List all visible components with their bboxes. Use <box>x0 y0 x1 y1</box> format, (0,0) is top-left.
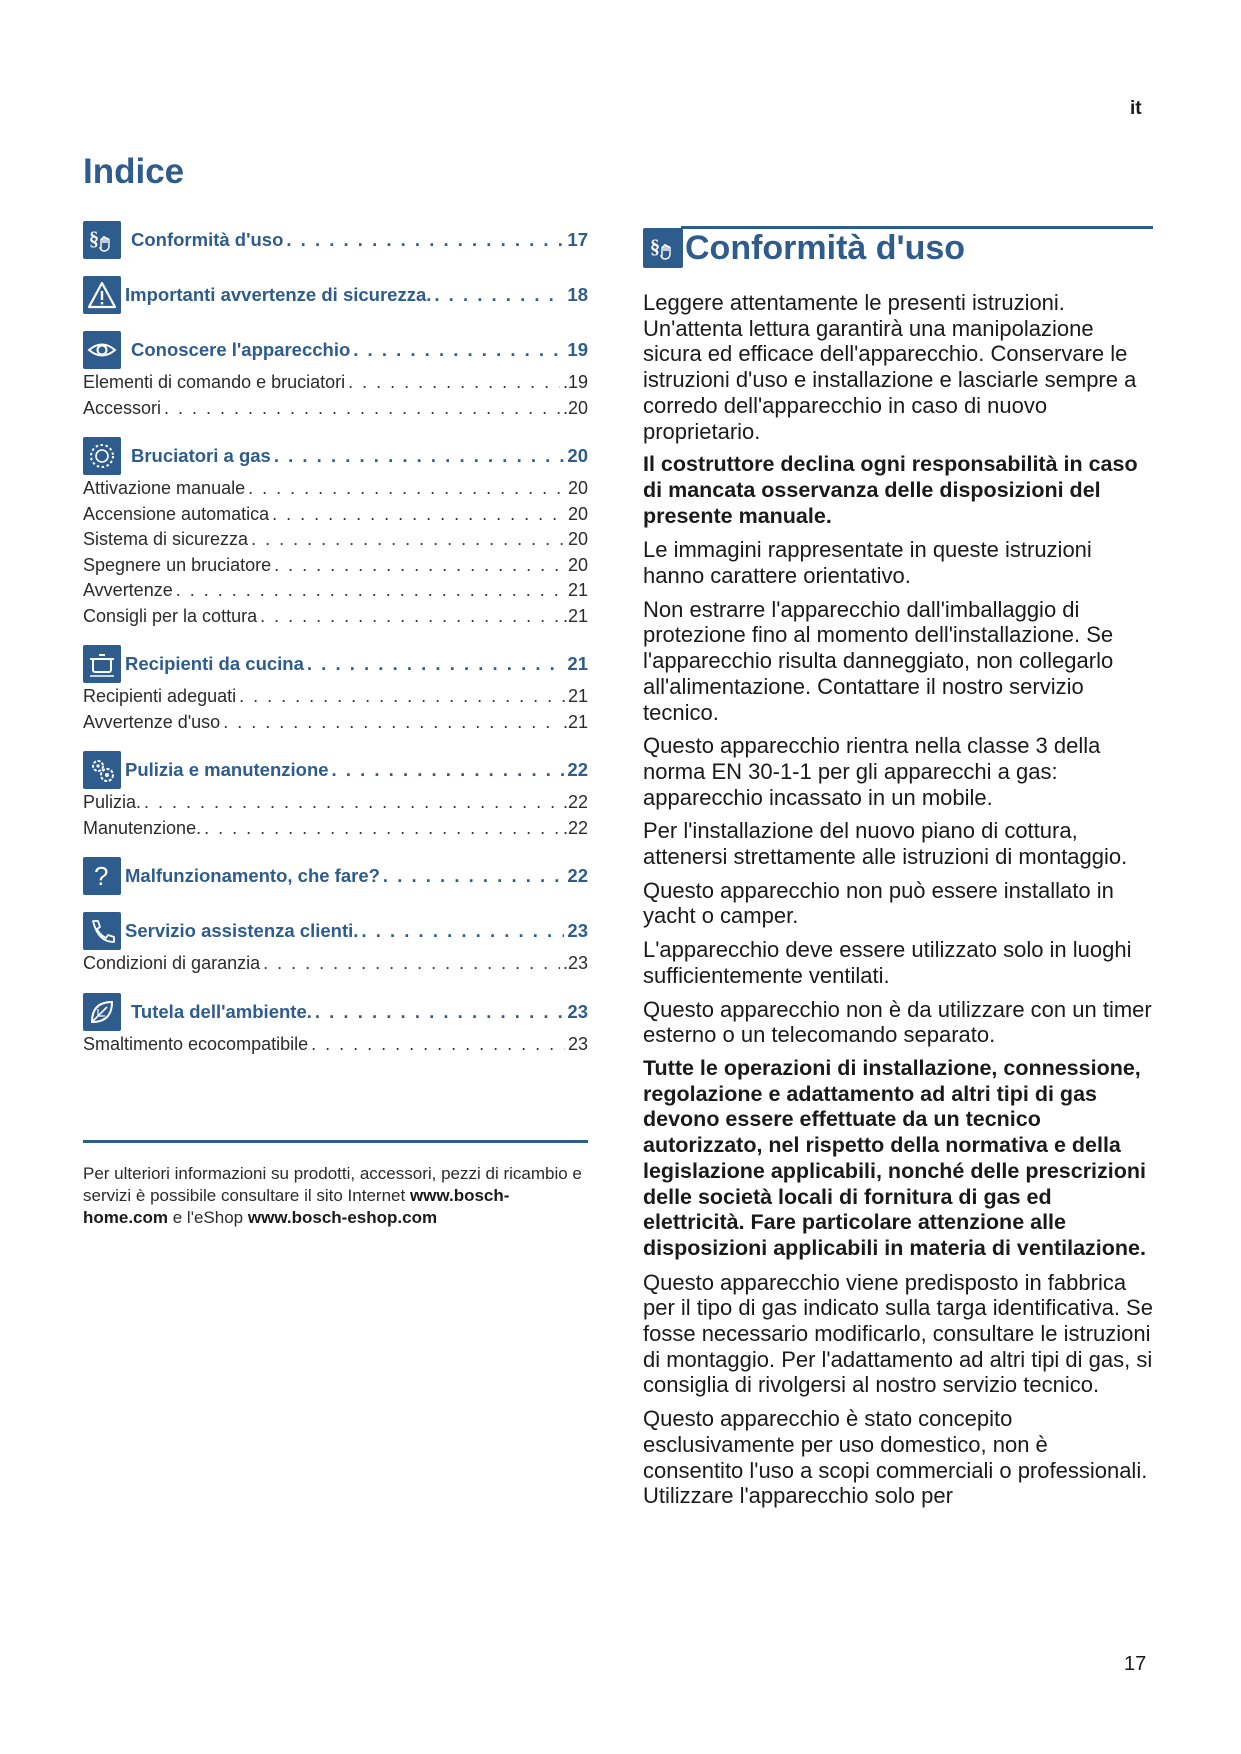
toc-subentry-page: 20 <box>567 503 588 524</box>
toc-subentry-page: .22 <box>562 817 588 838</box>
toc-entry[interactable] <box>83 275 588 315</box>
toc-section <box>83 330 588 421</box>
svg-text:§: § <box>89 228 99 250</box>
toc-subentry-title: Recipienti adeguati <box>83 686 237 706</box>
toc-subentry-title: Smaltimento ecocompatibile <box>83 1033 309 1054</box>
section-body <box>643 290 1153 1509</box>
body-paragraph: Le immagini rappresentate in queste istruzioni hanno carattere orientativo. <box>643 537 1092 589</box>
toc-entry-title: Servizio assistenza clienti. <box>125 920 359 941</box>
toc-entry-title: Malfunzionamento, che fare? <box>125 865 380 886</box>
toc-section <box>83 275 588 315</box>
toc-leader-dots <box>263 951 560 977</box>
toc-entry-page: 23 <box>567 920 588 941</box>
toc-subentry-title: Condizioni di garanzia <box>83 953 261 973</box>
toc-entry-title: Conoscere l'apparecchio <box>131 339 351 360</box>
toc-subentry[interactable] <box>83 1032 588 1058</box>
toc-leader-dots <box>260 604 560 630</box>
svg-text:?: ? <box>94 861 109 891</box>
toc-subentry-page: .22 <box>562 792 588 812</box>
toc-entry[interactable] <box>83 911 588 951</box>
paragraph-hand-icon <box>643 228 683 268</box>
warning-triangle-icon <box>83 276 121 314</box>
toc-subentry-title: Attivazione manuale <box>83 478 246 498</box>
toc-subentry-page: .19 <box>562 372 588 392</box>
question-mark-icon <box>83 857 121 895</box>
toc-subentry-title: Avvertenze d'uso <box>83 711 221 732</box>
info-note <box>83 1163 588 1229</box>
toc-subentry-page: 21 <box>567 580 588 600</box>
toc-entry-page: 23 <box>567 1000 588 1022</box>
toc-subentry[interactable] <box>83 604 588 630</box>
toc-subentry-page: .23 <box>562 953 588 973</box>
toc-leader-dots <box>286 229 564 251</box>
toc-entry-page: 19 <box>567 339 588 360</box>
info-text-2: e l'eShop <box>168 1208 248 1227</box>
toc-entry-title: Conformità d'uso <box>131 229 284 250</box>
toc-subentry[interactable] <box>83 816 588 842</box>
page-title: Indice <box>83 152 185 191</box>
section-title: Conformità d'uso <box>685 228 966 267</box>
toc-leader-dots <box>332 759 565 781</box>
cookware-pot-icon <box>83 645 121 683</box>
toc-section <box>83 856 588 896</box>
body-paragraph: Questo apparecchio non può essere installato in yacht o camper. <box>643 877 1114 929</box>
toc-leader-dots <box>315 1001 565 1023</box>
svg-text:§: § <box>650 236 660 258</box>
toc-leader-dots <box>307 653 565 675</box>
toc-leader-dots <box>311 1032 565 1058</box>
toc-leader-dots <box>223 710 560 736</box>
toc-leader-dots <box>272 502 565 528</box>
body-paragraph: Questo apparecchio viene predisposto in fabbrica per il tipo di gas indicato sulla targa identificativa. Se fosse necessario modificarlo, consultare le istruzioni di montaggio. Per l'adattamento ad altri tipi di gas, si consiglia di rivolgersi al nostro servizio tecnico. <box>643 1269 1153 1398</box>
section-conformita <box>643 226 1153 1517</box>
toc-leader-dots <box>361 920 564 942</box>
toc-subentry[interactable] <box>83 502 588 528</box>
leaf-environment-icon <box>83 993 121 1031</box>
toc-entry-page: 22 <box>567 759 588 780</box>
toc-entry[interactable] <box>83 330 588 370</box>
toc-entry-title: Bruciatori a gas <box>131 445 271 466</box>
body-paragraph: Leggere attentamente le presenti istruzioni. Un'attenta lettura garantirà una manipolazione sicura ed efficace dell'apparecchio. Conservare le istruzioni d'uso e installazione e lasciarle sempre a corredo dell'apparecchio in caso di nuovo proprietario. <box>643 290 1137 444</box>
toc-entry-title: Recipienti da cucina <box>125 653 304 674</box>
toc-subentry-title: Sistema di sicurezza <box>83 529 249 549</box>
toc-subentry-page: 23 <box>567 1033 588 1054</box>
toc-subentry[interactable] <box>83 396 588 422</box>
eye-icon <box>83 331 121 369</box>
toc-entry-title: Pulizia e manutenzione <box>125 759 329 780</box>
gas-burner-icon <box>83 437 121 475</box>
toc-entry-page: 21 <box>567 653 588 674</box>
toc-subentry[interactable] <box>83 370 588 396</box>
toc-leader-dots <box>164 396 560 422</box>
toc-leader-dots <box>204 816 560 842</box>
body-paragraph: L'apparecchio deve essere utilizzato solo in luoghi sufficientemente ventilati. <box>643 937 1132 988</box>
toc-subentry[interactable] <box>83 527 588 553</box>
toc-subentry-page: .21 <box>562 711 588 732</box>
toc-subentry-title: Pulizia. <box>83 792 142 812</box>
toc-entry-title: Tutela dell'ambiente. <box>131 1000 312 1022</box>
body-paragraph: Questo apparecchio non è da utilizzare con un timer esterno o un telecomando separato. <box>643 996 1152 1048</box>
toc-subentry[interactable] <box>83 578 588 604</box>
toc-leader-dots <box>348 370 560 396</box>
toc-subentry[interactable] <box>83 684 588 710</box>
toc-subentry-page: 20 <box>567 554 588 575</box>
cleaning-gears-icon <box>83 751 121 789</box>
toc-subentry-title: Manutenzione. <box>83 817 202 838</box>
toc-subentry-title: Spegnere un bruciatore <box>83 554 272 575</box>
toc-subentry[interactable] <box>83 951 588 977</box>
toc-subentry-page: 20 <box>567 478 588 498</box>
language-code: it <box>1130 98 1142 119</box>
toc-entry-page: 20 <box>567 445 588 466</box>
toc-entry[interactable] <box>83 750 588 790</box>
toc-entry[interactable] <box>83 220 588 260</box>
phone-service-icon <box>83 912 121 950</box>
toc-entry-title: Importanti avvertenze di sicurezza. <box>125 284 432 305</box>
toc-subentry-page: 21 <box>567 686 588 706</box>
info-text-1: Per ulteriori informazioni su prodotti, accessori, pezzi di ricambio e servizi è possibile consultare il sito Internet <box>83 1164 582 1205</box>
toc-entry[interactable] <box>83 856 588 896</box>
toc-subentry-page: .20 <box>562 397 588 418</box>
body-paragraph: Per l'installazione del nuovo piano di cottura, attenersi strettamente alle istruzioni di montaggio. <box>643 818 1128 870</box>
warning-paragraph: Il costruttore declina ogni responsabilità in caso di mancata osservanza delle disposizioni del presente manuale. <box>643 452 1138 528</box>
toc-subentry[interactable] <box>83 553 588 579</box>
toc-section <box>83 750 588 841</box>
toc-entry-page: 17 <box>567 229 588 250</box>
toc-entry-page: 22 <box>567 865 588 886</box>
table-of-contents <box>83 220 588 1072</box>
toc-leader-dots <box>239 684 565 710</box>
toc-leader-dots <box>274 553 565 579</box>
toc-leader-dots <box>353 339 564 361</box>
toc-subentry-title: Elementi di comando e bruciatori <box>83 372 346 392</box>
info-divider <box>83 1140 588 1143</box>
toc-leader-dots <box>251 527 565 553</box>
body-paragraph: Questo apparecchio è stato concepito esclusivamente per uso domestico, non è consentito l'uso a scopi commerciali o professionali. Utilizzare l'apparecchio solo per <box>643 1406 1148 1509</box>
toc-section <box>83 220 588 260</box>
toc-subentry-page: 20 <box>567 529 588 549</box>
toc-entry[interactable] <box>83 992 588 1032</box>
warning-paragraph: Tutte le operazioni di installazione, connessione, regolazione e adattamento ad altri tipi di gas devono essere effettuate da un tecnico autorizzato, nel rispetto della normativa e della legislazione applicabili, nonché delle prescrizioni delle società locali di fornitura di gas ed elettricità. Fare particolare attenzione alle disposizioni applicabili in materia di ventilazione. <box>643 1055 1146 1260</box>
toc-leader-dots <box>274 445 565 467</box>
toc-leader-dots <box>248 476 565 502</box>
toc-entry[interactable] <box>83 436 588 476</box>
toc-leader-dots <box>383 865 565 887</box>
page-number: 17 <box>1124 1653 1147 1675</box>
paragraph-hand-icon <box>83 221 121 259</box>
section-header <box>643 228 1153 268</box>
toc-leader-dots <box>176 578 565 604</box>
toc-leader-dots <box>144 790 560 816</box>
body-paragraph: Non estrarre l'apparecchio dall'imballaggio di protezione fino al momento dell'installazione. Se l'apparecchio risulta danneggiato, non collegarlo all'alimentazione. Contattare il nostro servizio tecnico. <box>643 596 1114 725</box>
toc-section <box>83 644 588 735</box>
toc-subentry-page: .21 <box>562 605 588 626</box>
toc-subentry[interactable] <box>83 790 588 816</box>
toc-entry-page: 18 <box>567 284 588 305</box>
toc-entry[interactable] <box>83 644 588 684</box>
section-rule <box>681 226 1153 229</box>
body-paragraph: Questo apparecchio rientra nella classe 3 della norma EN 30-1-1 per gli apparecchi a gas: apparecchio incassato in un mobile. <box>643 733 1101 810</box>
toc-section <box>83 992 588 1058</box>
toc-subentry[interactable] <box>83 710 588 736</box>
toc-section <box>83 436 588 629</box>
toc-subentry-title: Accessori <box>83 397 162 418</box>
toc-subentry[interactable] <box>83 476 588 502</box>
toc-subentry-title: Avvertenze <box>83 580 173 600</box>
eshop-link[interactable]: www.bosch-eshop.com <box>247 1208 438 1227</box>
toc-subentry-title: Consigli per la cottura <box>83 605 258 626</box>
toc-subentry-title: Accensione automatica <box>83 503 270 524</box>
toc-leader-dots <box>434 284 564 306</box>
website-link[interactable]: www.bosch-home.com <box>83 1186 510 1227</box>
toc-section <box>83 911 588 977</box>
